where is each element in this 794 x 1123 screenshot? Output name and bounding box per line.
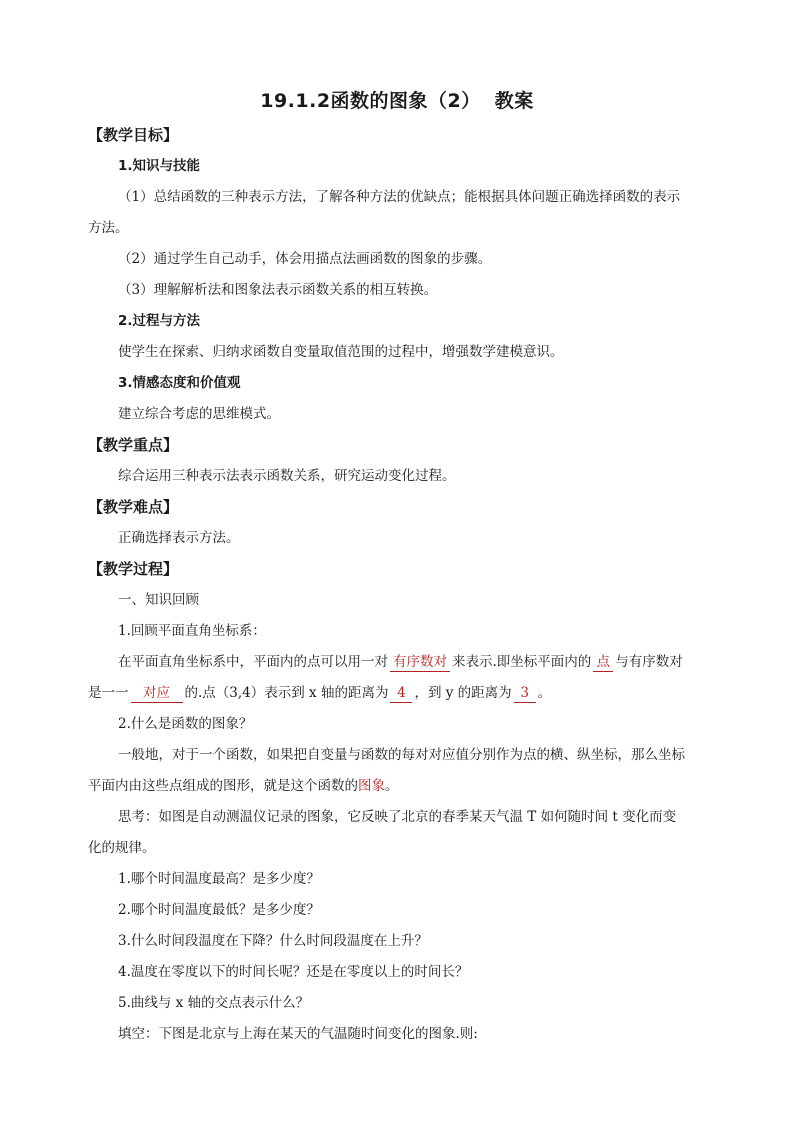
paragraph: 使学生在探索、归纳求函数自变量取值范围的过程中，增强数学建模意识。 — [118, 344, 564, 360]
title-suffix: 教案 — [494, 90, 534, 112]
paragraph: 一般地，对于一个函数，如果把自变量与函数的每对对应值分别作为点的横、纵坐标，那么坐标 — [118, 747, 685, 763]
fill-blank: 有序数对 — [390, 653, 450, 672]
question-item: 2.哪个时间温度最低？是多少度？ — [118, 902, 320, 918]
fill-blank: 对应 — [131, 684, 183, 703]
paragraph: 填空：下图是北京与上海在某天的气温随时间变化的图象.则: — [118, 1026, 478, 1042]
paragraph: （1）总结函数的三种表示方法，了解各种方法的优缺点；能根据具体问题正确选择函数的表示 — [118, 189, 681, 205]
paragraph: （2）通过学生自己动手，体会用描点法画函数的图象的步骤。 — [118, 251, 492, 267]
subheading-process: 2.过程与方法 — [118, 313, 201, 329]
paragraph: 化的规律。 — [88, 840, 156, 856]
paragraph: 综合运用三种表示法表示函数关系，研究运动变化过程。 — [118, 468, 456, 484]
question-item: 1.哪个时间温度最高？是多少度？ — [118, 871, 320, 887]
paragraph: 建立综合考虑的思维模式。 — [118, 406, 280, 422]
paragraph: 方法。 — [88, 220, 129, 236]
section-header-objectives: 【教学目标】 — [88, 126, 179, 144]
page-title — [0, 86, 794, 113]
paragraph: （3）理解解析法和图象法表示函数关系的相互转换。 — [118, 282, 438, 298]
paragraph: 正确选择表示方法。 — [118, 530, 240, 546]
section-header-process: 【教学过程】 — [88, 560, 179, 578]
fill-blank: 点 — [593, 653, 613, 672]
question-item: 5.曲线与 x 轴的交点表示什么？ — [118, 995, 310, 1011]
subheading-knowledge: 1.知识与技能 — [118, 158, 201, 174]
paragraph-fill: 是一一 对应 的.点（3,4）表示到 x 轴的距离为 4 ，到 y 的距离为 3 。 — [88, 685, 552, 701]
paragraph: 思考：如图是自动测温仪记录的图象，它反映了北京的春季某天气温 T 如何随时间 t 变化而变 — [118, 809, 677, 825]
fill-blank: 4 — [390, 684, 412, 703]
section-header-difficulties: 【教学难点】 — [88, 498, 179, 516]
question-item: 3.什么时间段温度在下降？什么时间段温度在上升？ — [118, 933, 428, 949]
paragraph: 一、知识回顾 — [118, 592, 199, 608]
paragraph: 平面内由这些点组成的图形，就是这个函数的图象。 — [88, 778, 399, 794]
paragraph-fill: 在平面直角坐标系中，平面内的点可以用一对 有序数对 来表示.即坐标平面内的 点 与有序数对 — [118, 654, 683, 670]
document-body — [88, 120, 706, 1050]
paragraph: 1.回顾平面直角坐标系： — [118, 623, 266, 639]
paragraph: 2.什么是函数的图象？ — [118, 716, 253, 732]
fill-blank: 3 — [514, 684, 536, 703]
section-header-key-points: 【教学重点】 — [88, 436, 179, 454]
subheading-attitude: 3.情感态度和价值观 — [118, 375, 241, 391]
highlight-term: 图象 — [358, 778, 385, 794]
title-main: 19.1.2函数的图象（2） — [260, 90, 481, 112]
question-item: 4.温度在零度以下的时间长呢？还是在零度以上的时间长？ — [118, 964, 469, 980]
